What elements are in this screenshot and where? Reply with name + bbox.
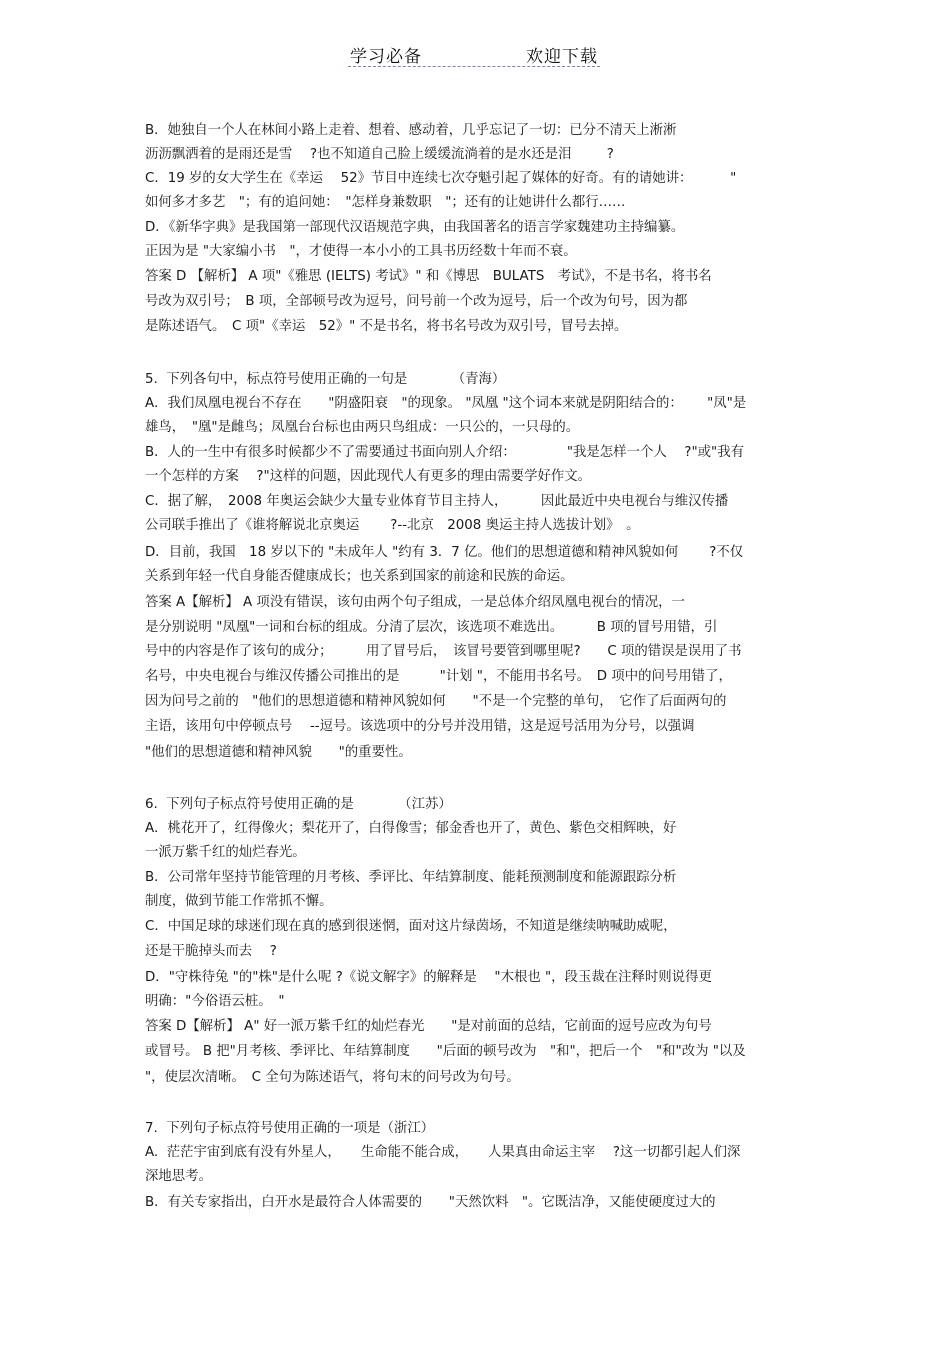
text-line: 制度，做到节能工作常抓不懈。 xyxy=(145,894,333,909)
text-line: 或冒号。 B 把"月考核、季评比、年结算制度 "后面的顿号改为 "和"，把后一个 "和"改为 "以及 xyxy=(145,1044,746,1059)
text-line: B．有关专家指出，白开水是最符合人体需要的 "天然饮料 "。它既洁净，又能使硬度过大的 xyxy=(145,1195,716,1210)
text-line: A. 茫茫宇宙到底有没有外星人， 生命能不能合成， 人果真由命运主宰 ?这一切都引起人们深 xyxy=(145,1145,741,1160)
text-line: D．"守株待兔 "的"株"是什么呢 ?《说文解字》的解释是 "木根也 "，段玉裁在注释时则说得更 xyxy=(145,970,712,985)
text-line: 雄鸟， "凰"是雌鸟；凤凰台台标也由两只鸟组成：一只公的，一只母的。 xyxy=(145,420,580,435)
text-line: 答案 A【解析】 A 项没有错误，该句由两个句子组成，一是总体介绍凤凰电视台的情况，一 xyxy=(145,595,685,610)
text-line: 关系到年轻一代自身能否健康成长；也关系到国家的前途和民族的命运。 xyxy=(145,569,574,584)
text-line: 因为问号之前的 "他们的思想道德和精神风貌如何 "不是一个完整的单句， 它作了后面两句的 xyxy=(145,694,727,709)
question-7-stem: 7. 下列句子标点符号使用正确的一项是（浙江） xyxy=(145,1121,435,1136)
text-line: 是分别说明 "凤凰"一词和台标的组成。分清了层次，该选项不难选出。 B 项的冒号用错，引 xyxy=(145,620,718,635)
text-line: 正因为是 "大家编小书 "，才使得一本小小的工具书历经数十年而不衰。 xyxy=(145,244,577,259)
question-5-stem: 5. 下列各句中，标点符号使用正确的一句是 （青海） xyxy=(145,372,506,387)
text-line: 如何多才多艺 "；有的追问她： "怎样身兼数职 "；还有的让她讲什么都行…… xyxy=(145,195,626,210)
text-line: 答案 D 【解析】 A 项"《雅思 (IELTS) 考试》" 和《博思 BULATS 考试》，不是书名，将书名 xyxy=(145,269,712,284)
text-line: A．桃花开了，红得像火；梨花开了，白得像雪；郁金香也开了，黄色、紫色交相辉映，好 xyxy=(145,821,677,836)
text-line: 沥沥飘洒着的是雨还是雪 ?也不知道自己脸上缓缓流淌着的是水还是泪 ? xyxy=(145,147,614,162)
text-line: C．据了解， 2008 年奥运会缺少大量专业体育节目主持人， 因此最近中央电视台与维汉传播 xyxy=(145,494,729,509)
page-header xyxy=(348,40,600,67)
text-line: 号中的内容是作了该句的成分； 用了冒号后， 该冒号要管到哪里呢? C 项的错误是误用了书 xyxy=(145,644,742,659)
text-line: B．她独自一个人在林间小路上走着、想着、感动着，几乎忘记了一切：已分不清天上淅淅 xyxy=(145,123,677,138)
text-line: 答案 D【解析】 A" 好一派万紫千红的灿烂春光 "是对前面的总结，它前面的逗号应改为句号 xyxy=(145,1019,712,1034)
text-line: C．19 岁的女大学生在《幸运 52》节目中连续七次夺魁引起了媒体的好奇。有的请她讲： " xyxy=(145,171,737,186)
text-line: D．《新华字典》是我国第一部现代汉语规范字典，由我国著名的语言学家魏建功主持编纂。 xyxy=(145,220,685,235)
text-line: 号改为双引号； B 项，全部顿号改为逗号，问号前一个改为逗号，后一个改为句号，因为都 xyxy=(145,294,688,309)
text-line: A．我们凤凰电视台不存在 "阴盛阳衰 "的现象。 "凤凰 "这个词本来就是阴阳结合的： "凤"是 xyxy=(145,396,747,411)
text-line: 一个怎样的方案 ?"这样的问题，因此现代人有更多的理由需要学好作文。 xyxy=(145,469,592,484)
text-line: 一派万紫千红的灿烂春光。 xyxy=(145,845,306,860)
text-line: D．目前，我国 18 岁以下的 "未成年人 "约有 3．7 亿。他们的思想道德和精神风貌如何 ?不仅 xyxy=(145,545,744,560)
header-left-text: 学习必备 xyxy=(350,47,422,67)
text-line: C．中国足球的球迷们现在真的感到很迷惘，面对这片绿茵场，不知道是继续呐喊助威呢， xyxy=(145,919,677,934)
text-line: B．人的一生中有很多时候都少不了需要通过书面向别人介绍： "我是怎样一个人 ?"或"我有 xyxy=(145,445,744,460)
header-right-text: 欢迎下载 xyxy=(526,47,598,67)
question-6-stem: 6. 下列句子标点符号使用正确的是 （江苏） xyxy=(145,797,452,812)
text-line: 明确："今俗语云桩。 " xyxy=(145,994,285,1009)
text-line: B．公司常年坚持节能管理的月考核、季评比、年结算制度、能耗预测制度和能源跟踪分析 xyxy=(145,870,677,885)
text-line: 是陈述语气。 C 项"《幸运 52》" 不是书名，将书名号改为双引号，冒号去掉。 xyxy=(145,319,628,334)
text-line: 主语，该用句中停顿点号 --逗号。该选项中的分号并没用错，这是逗号活用为分号，以强调 xyxy=(145,719,695,734)
text-line: 深地思考。 xyxy=(145,1169,212,1184)
text-line: 还是干脆掉头而去 ? xyxy=(145,944,277,959)
text-line: 名号，中央电视台与维汉传播公司推出的是 "计划 "，不能用书名号。 D 项中的问号用错了， xyxy=(145,669,732,684)
text-line: 公司联手推出了《谁将解说北京奥运 ?--北京 2008 奥运主持人选拔计划》 。 xyxy=(145,518,640,533)
text-line: "他们的思想道德和精神风貌 "的重要性。 xyxy=(145,745,412,760)
text-line: "，使层次清晰。 C 全句为陈述语气，将句末的问号改为句号。 xyxy=(145,1070,520,1085)
